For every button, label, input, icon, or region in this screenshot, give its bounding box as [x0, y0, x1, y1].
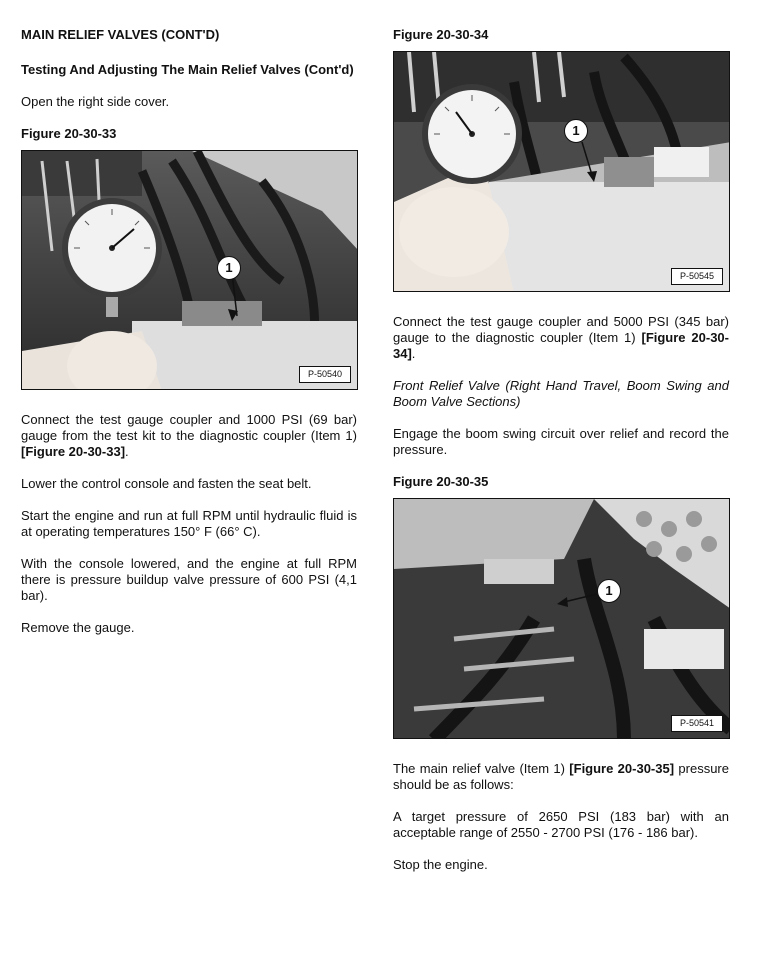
instruction-main-relief	[393, 761, 729, 793]
instruction-console-lowered: With the console lowered, and the engine at full RPM there is pressure buildup valve pressure of 600 PSI (4,1 bar).	[21, 556, 357, 603]
figure-reference: [Figure 20-30-33]	[21, 444, 126, 459]
right-column	[393, 27, 729, 889]
instruction-open-cover: Open the right side cover.	[21, 94, 170, 109]
figure-label-35: Figure 20-30-35	[393, 474, 489, 489]
instruction-start-engine: Start the engine and run at full RPM until hydraulic fluid is at operating temperatures 150° F (66° C).	[21, 508, 357, 539]
callout-item-1: 1	[597, 579, 621, 603]
instruction-text: Connect the test gauge coupler and 5000 PSI (345 bar) gauge to the diagnostic coupler (Item 1)	[393, 314, 729, 345]
instruction-connect-gauge	[393, 314, 729, 362]
figure-label-33: Figure 20-30-33	[21, 126, 117, 141]
callout-item-1: 1	[217, 256, 241, 280]
photo-code: P-50545	[671, 268, 723, 285]
left-column	[21, 27, 357, 652]
instruction-lower-console: Lower the control console and fasten the seat belt.	[21, 476, 312, 491]
callout-item-1: 1	[564, 119, 588, 143]
punctuation: .	[125, 444, 129, 459]
figure-reference: [Figure 20-30-35]	[569, 761, 675, 776]
instruction-remove-gauge: Remove the gauge.	[21, 620, 135, 635]
instruction-engage-boom-swing: Engage the boom swing circuit over relief and record the pressure.	[393, 426, 729, 457]
section-title: MAIN RELIEF VALVES (CONT'D)	[21, 27, 220, 42]
photo-code: P-50540	[299, 366, 351, 383]
figure-20-30-35-photo	[393, 498, 730, 739]
punctuation: .	[411, 346, 416, 361]
instruction-text: The main relief valve (Item 1)	[393, 761, 570, 776]
instruction-text: Connect the test gauge coupler and 1000 PSI (69 bar) gauge from the test kit to the diagnostic coupler (Item 1)	[21, 412, 357, 443]
figure-reference: [Figure 20-30-34]	[393, 330, 729, 361]
figure-20-30-34-photo	[393, 51, 730, 292]
subheading: Testing And Adjusting The Main Relief Valves (Cont'd)	[21, 62, 354, 77]
gauge-photo-illustration	[22, 151, 358, 390]
target-pressure: A target pressure of 2650 PSI (183 bar) with an acceptable range of 2550 - 2700 PSI (176 - 186 bar).	[393, 809, 729, 840]
instruction-text: pressure should be as follows:	[393, 761, 729, 792]
photo-code: P-50541	[671, 715, 723, 732]
front-relief-valve-heading: Front Relief Valve (Right Hand Travel, Boom Swing and Boom Valve Sections)	[393, 378, 729, 409]
figure-20-30-33-photo	[21, 150, 358, 390]
instruction-stop-engine: Stop the engine.	[393, 857, 488, 872]
figure-label-34: Figure 20-30-34	[393, 27, 489, 42]
gauge-photo-illustration	[394, 52, 730, 292]
instruction-connect-gauge	[21, 412, 357, 460]
relief-valve-photo-illustration	[394, 499, 730, 739]
